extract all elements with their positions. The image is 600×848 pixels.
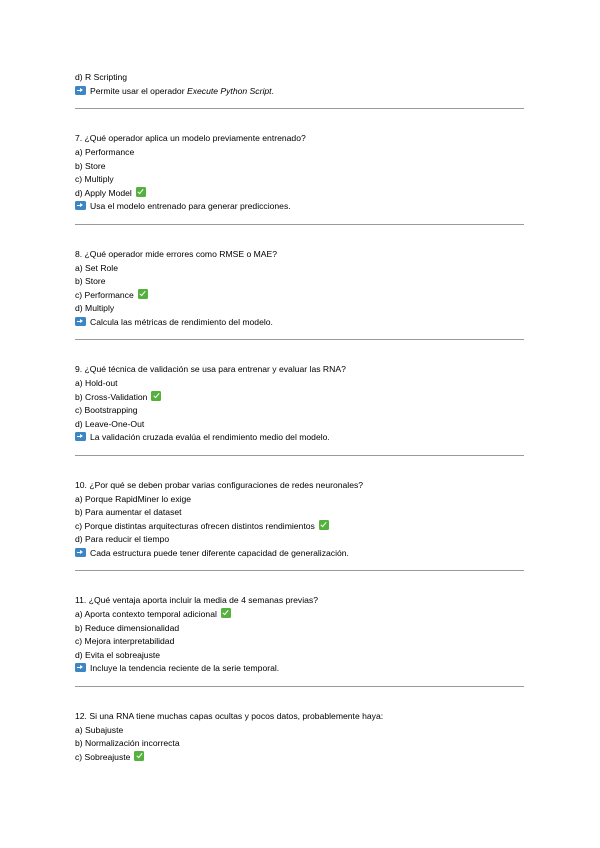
answer-option (75, 289, 524, 303)
divider (75, 224, 524, 225)
answer-option-text: b) Para aumentar el dataset (75, 507, 182, 517)
answer-option-text: a) Performance (75, 147, 135, 157)
answer-option-text: c) Porque distintas arquitecturas ofrecen distintos rendimientos (75, 520, 315, 531)
answer-option-text: b) Normalización incorrecta (75, 738, 180, 748)
check-mark-icon (319, 520, 329, 530)
answer-option (75, 404, 524, 418)
intro-option: d) R Scripting (75, 72, 128, 82)
answer-option (75, 737, 524, 751)
answer-option (75, 418, 524, 432)
answer-option-text: d) Apply Model (75, 187, 132, 198)
explanation (75, 431, 524, 445)
answer-option-text: d) Para reducir el tiempo (75, 534, 170, 544)
question-title: 8. ¿Qué operador mide errores como RMSE o MAE? (75, 248, 278, 259)
check-mark-icon (136, 187, 146, 197)
answer-option-text: b) Store (75, 276, 106, 286)
quiz-document (75, 71, 524, 764)
answer-option-text: a) Aporta contexto temporal adicional (75, 609, 217, 619)
divider (75, 686, 524, 687)
question-block (75, 479, 524, 561)
intro-block (75, 71, 524, 98)
explanation-text: Cada estructura puede tener diferente capacidad de generalización. (90, 547, 349, 558)
divider (75, 455, 524, 456)
answer-option (75, 533, 524, 547)
arrow-right-icon (75, 432, 86, 441)
answer-option (75, 275, 524, 289)
explanation (75, 316, 524, 330)
answer-option-text: b) Store (75, 160, 106, 171)
explanation-text: Usa el modelo entrenado para generar predicciones. (90, 201, 291, 211)
answer-option (75, 187, 524, 201)
question-title: 10. ¿Por qué se deben probar varias configuraciones de redes neuronales? (75, 479, 364, 490)
answer-option (75, 160, 524, 174)
answer-option-text: a) Hold-out (75, 378, 118, 388)
question-block (75, 363, 524, 445)
answer-option-text: d) Evita el sobreajuste (75, 649, 161, 660)
arrow-right-icon (75, 548, 86, 557)
answer-option (75, 751, 524, 765)
answer-option-text: a) Porque RapidMiner lo exige (75, 493, 192, 504)
arrow-right-icon (75, 201, 86, 210)
question-title: 7. ¿Qué operador aplica un modelo previamente entrenado? (75, 133, 306, 143)
question-block (75, 594, 524, 676)
answer-option (75, 262, 524, 276)
explanation (75, 200, 524, 214)
check-mark-icon (134, 751, 144, 761)
explanation (75, 547, 524, 561)
divider (75, 108, 524, 109)
question-title: 12. Si una RNA tiene muchas capas ocultas y pocos datos, probablemente haya: (75, 710, 384, 721)
answer-option (75, 649, 524, 663)
answer-option-text: b) Reduce dimensionalidad (75, 622, 180, 633)
arrow-right-icon (75, 86, 86, 95)
check-mark-icon (221, 608, 231, 618)
arrow-right-icon (75, 317, 86, 326)
answer-option (75, 506, 524, 520)
answer-option (75, 493, 524, 507)
answer-option (75, 724, 524, 738)
divider (75, 570, 524, 571)
answer-option (75, 520, 524, 534)
question-block (75, 710, 524, 765)
arrow-right-icon (75, 663, 86, 672)
question-list (75, 132, 524, 764)
answer-option (75, 391, 524, 405)
answer-option-text: c) Sobreajuste (75, 751, 131, 762)
question-block (75, 248, 524, 330)
answer-option-text: c) Performance (75, 289, 134, 300)
answer-option (75, 146, 524, 160)
answer-option (75, 622, 524, 636)
check-mark-icon (151, 391, 161, 401)
answer-option-text: d) Multiply (75, 303, 115, 313)
answer-option (75, 377, 524, 391)
check-mark-icon (138, 289, 148, 299)
answer-option-text: a) Subajuste (75, 724, 124, 735)
answer-option-text: c) Bootstrapping (75, 405, 138, 415)
answer-option (75, 302, 524, 316)
answer-option (75, 635, 524, 649)
divider (75, 339, 524, 340)
answer-option-text: d) Leave-One-Out (75, 418, 145, 429)
explanation-text: Calcula las métricas de rendimiento del modelo. (90, 316, 273, 327)
explanation-text: Incluye la tendencia reciente de la serie temporal. (90, 663, 280, 673)
answer-option (75, 608, 524, 622)
question-title: 9. ¿Qué técnica de validación se usa para entrenar y evaluar las RNA? (75, 364, 346, 374)
answer-option-text: a) Set Role (75, 262, 118, 273)
question-title: 11. ¿Qué ventaja aporta incluir la media de 4 semanas previas? (75, 595, 318, 605)
explanation (75, 662, 524, 676)
answer-option-text: c) Mejora interpretabilidad (75, 636, 175, 646)
answer-option-text: c) Multiply (75, 174, 114, 184)
answer-option-text: b) Cross-Validation (75, 391, 148, 402)
explanation-text: La validación cruzada evalúa el rendimiento medio del modelo. (90, 432, 330, 442)
question-block (75, 132, 524, 214)
answer-option (75, 173, 524, 187)
intro-explanation: Permite usar el operador Execute Python Script. (75, 85, 524, 99)
